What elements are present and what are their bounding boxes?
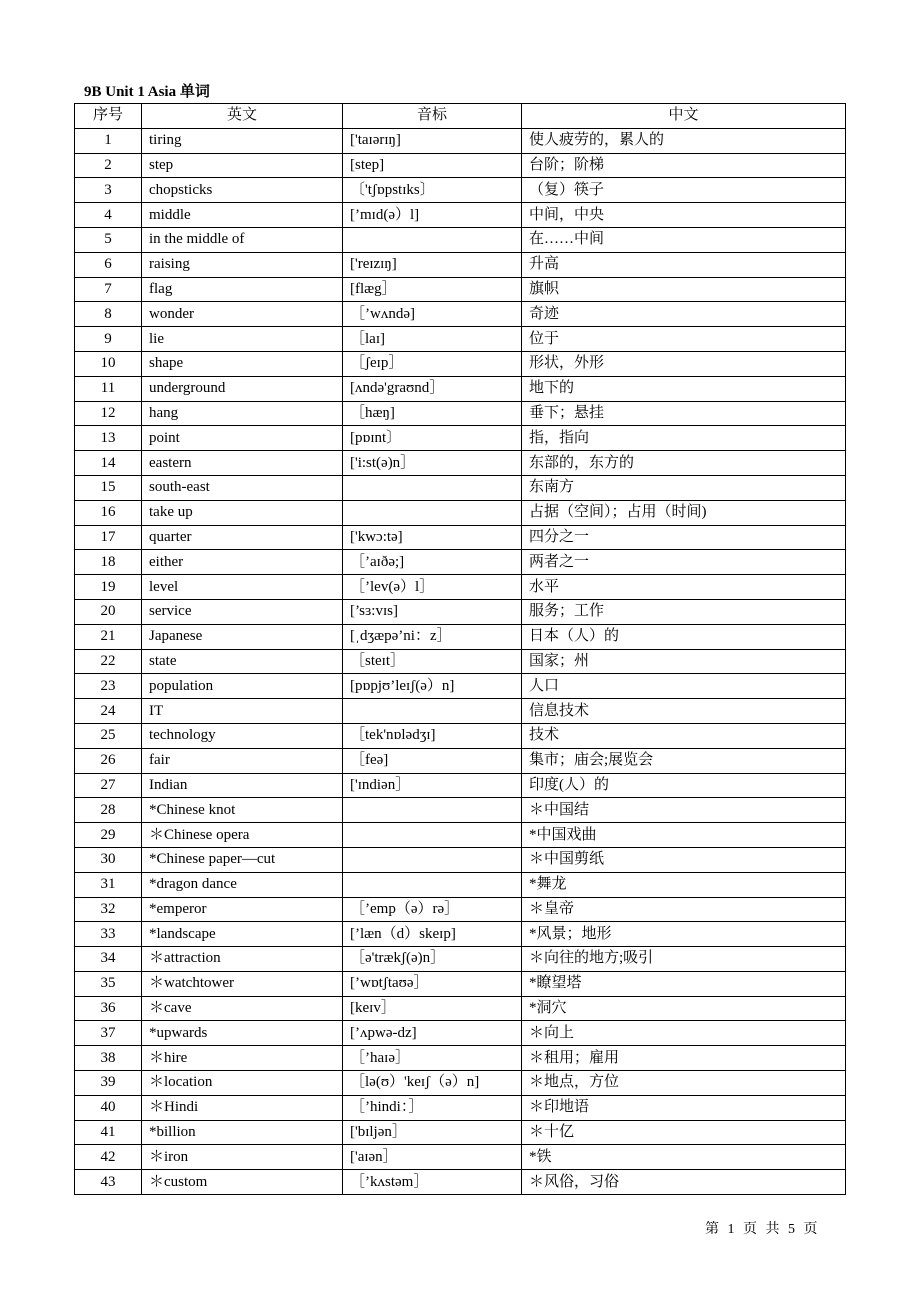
table-row — [75, 996, 846, 1021]
table-row — [75, 599, 846, 624]
row-number: 12 — [75, 401, 142, 426]
phonetic: ［lə(ʊ）'keɪʃ（ə）n] — [343, 1071, 522, 1096]
table-row — [75, 723, 846, 748]
chinese-meaning: *瞭望塔 — [522, 971, 846, 996]
table-row — [75, 1021, 846, 1046]
english-word: either — [142, 550, 343, 575]
row-number: 15 — [75, 475, 142, 500]
chinese-meaning: *中国戏曲 — [522, 823, 846, 848]
row-number: 17 — [75, 525, 142, 550]
header-number: 序号 — [75, 104, 142, 129]
vocabulary-table — [74, 103, 846, 1195]
english-word: Japanese — [142, 624, 343, 649]
row-number: 1 — [75, 128, 142, 153]
row-number: 7 — [75, 277, 142, 302]
row-number: 4 — [75, 203, 142, 228]
phonetic — [343, 823, 522, 848]
chinese-meaning: 中间，中央 — [522, 203, 846, 228]
table-row — [75, 178, 846, 203]
row-number: 28 — [75, 798, 142, 823]
row-number: 22 — [75, 649, 142, 674]
english-word: lie — [142, 327, 343, 352]
english-word: IT — [142, 699, 343, 724]
row-number: 38 — [75, 1046, 142, 1071]
row-number: 35 — [75, 971, 142, 996]
english-word: *emperor — [142, 897, 343, 922]
row-number: 34 — [75, 947, 142, 972]
phonetic: ['ɪndiən］ — [343, 773, 522, 798]
row-number: 42 — [75, 1145, 142, 1170]
english-word: ＊Hindi — [142, 1095, 343, 1120]
chinese-meaning: 形状，外形 — [522, 351, 846, 376]
phonetic: [ʌndə'graʊnd］ — [343, 376, 522, 401]
english-word: ＊iron — [142, 1145, 343, 1170]
phonetic: ［laɪ] — [343, 327, 522, 352]
english-word: quarter — [142, 525, 343, 550]
chinese-meaning: 国家；州 — [522, 649, 846, 674]
english-word: chopsticks — [142, 178, 343, 203]
english-word: *landscape — [142, 922, 343, 947]
english-word: underground — [142, 376, 343, 401]
english-word: population — [142, 674, 343, 699]
table-row — [75, 649, 846, 674]
phonetic: ['kwɔ:tə] — [343, 525, 522, 550]
chinese-meaning: ＊向上 — [522, 1021, 846, 1046]
table-row — [75, 922, 846, 947]
phonetic: ['taɪərɪŋ] — [343, 128, 522, 153]
english-word: tiring — [142, 128, 343, 153]
chinese-meaning: ＊中国结 — [522, 798, 846, 823]
table-row — [75, 327, 846, 352]
row-number: 18 — [75, 550, 142, 575]
row-number: 19 — [75, 575, 142, 600]
phonetic — [343, 500, 522, 525]
phonetic: [’sɜ:vɪs] — [343, 599, 522, 624]
chinese-meaning: 指，指向 — [522, 426, 846, 451]
phonetic: ［’hindi：］ — [343, 1095, 522, 1120]
table-row — [75, 451, 846, 476]
phonetic: [’ʌpwə-dz] — [343, 1021, 522, 1046]
header-chinese: 中文 — [522, 104, 846, 129]
chinese-meaning: *铁 — [522, 1145, 846, 1170]
english-word: Indian — [142, 773, 343, 798]
row-number: 23 — [75, 674, 142, 699]
phonetic: 〔'tʃɒpstɪks〕 — [343, 178, 522, 203]
table-row — [75, 947, 846, 972]
row-number: 32 — [75, 897, 142, 922]
table-row — [75, 624, 846, 649]
chinese-meaning: 人口 — [522, 674, 846, 699]
row-number: 20 — [75, 599, 142, 624]
phonetic: ［’lev(ə）l］ — [343, 575, 522, 600]
chinese-meaning: 四分之一 — [522, 525, 846, 550]
english-word: state — [142, 649, 343, 674]
chinese-meaning: *风景；地形 — [522, 922, 846, 947]
chinese-meaning: 日本（人）的 — [522, 624, 846, 649]
chinese-meaning: ＊向往的地方;吸引 — [522, 947, 846, 972]
chinese-meaning: 旗帜 — [522, 277, 846, 302]
chinese-meaning: *洞穴 — [522, 996, 846, 1021]
table-row — [75, 227, 846, 252]
phonetic: ［feə] — [343, 748, 522, 773]
chinese-meaning: ＊地点，方位 — [522, 1071, 846, 1096]
table-row — [75, 773, 846, 798]
row-number: 9 — [75, 327, 142, 352]
table-row — [75, 252, 846, 277]
chinese-meaning: 占据（空间）；占用（时间) — [522, 500, 846, 525]
chinese-meaning: 东部的，东方的 — [522, 451, 846, 476]
phonetic — [343, 847, 522, 872]
english-word: *upwards — [142, 1021, 343, 1046]
table-row — [75, 872, 846, 897]
row-number: 25 — [75, 723, 142, 748]
english-word: point — [142, 426, 343, 451]
phonetic: [’læn（d）skeɪp] — [343, 922, 522, 947]
page-footer: 第 1 页 共 5 页 — [705, 1222, 818, 1237]
english-word: *dragon dance — [142, 872, 343, 897]
row-number: 13 — [75, 426, 142, 451]
table-row — [75, 426, 846, 451]
chinese-meaning: 垂下；悬挂 — [522, 401, 846, 426]
table-row — [75, 153, 846, 178]
chinese-meaning: *舞龙 — [522, 872, 846, 897]
english-word: technology — [142, 723, 343, 748]
row-number: 33 — [75, 922, 142, 947]
table-row — [75, 500, 846, 525]
header-phonetic: 音标 — [343, 104, 522, 129]
chinese-meaning: 地下的 — [522, 376, 846, 401]
chinese-meaning: ＊皇帝 — [522, 897, 846, 922]
chinese-meaning: 信息技术 — [522, 699, 846, 724]
phonetic — [343, 475, 522, 500]
phonetic: [keɪv］ — [343, 996, 522, 1021]
chinese-meaning: 服务；工作 — [522, 599, 846, 624]
chinese-meaning: （复）筷子 — [522, 178, 846, 203]
phonetic: ［steɪt］ — [343, 649, 522, 674]
table-row — [75, 401, 846, 426]
english-word: hang — [142, 401, 343, 426]
row-number: 39 — [75, 1071, 142, 1096]
chinese-meaning: 集市；庙会;展览会 — [522, 748, 846, 773]
phonetic: [ˌdʒæpə’ni：z］ — [343, 624, 522, 649]
phonetic — [343, 699, 522, 724]
phonetic: ['i:st(ə)n］ — [343, 451, 522, 476]
chinese-meaning: 技术 — [522, 723, 846, 748]
chinese-meaning: 印度(人）的 — [522, 773, 846, 798]
english-word: flag — [142, 277, 343, 302]
row-number: 14 — [75, 451, 142, 476]
table-row — [75, 1095, 846, 1120]
row-number: 27 — [75, 773, 142, 798]
english-word: shape — [142, 351, 343, 376]
chinese-meaning: ＊印地语 — [522, 1095, 846, 1120]
english-word: ＊Chinese opera — [142, 823, 343, 848]
table-row — [75, 798, 846, 823]
table-row — [75, 1120, 846, 1145]
table-row — [75, 971, 846, 996]
english-word: wonder — [142, 302, 343, 327]
english-word: ＊attraction — [142, 947, 343, 972]
row-number: 10 — [75, 351, 142, 376]
table-row — [75, 897, 846, 922]
english-word: ＊watchtower — [142, 971, 343, 996]
table-row — [75, 203, 846, 228]
english-word: ＊custom — [142, 1170, 343, 1195]
phonetic: [pɒpjʊ’leɪʃ(ə）n] — [343, 674, 522, 699]
table-row — [75, 302, 846, 327]
row-number: 36 — [75, 996, 142, 1021]
row-number: 41 — [75, 1120, 142, 1145]
table-row — [75, 575, 846, 600]
chinese-meaning: 两者之一 — [522, 550, 846, 575]
table-row — [75, 847, 846, 872]
table-row — [75, 674, 846, 699]
row-number: 24 — [75, 699, 142, 724]
phonetic: ['bɪljən］ — [343, 1120, 522, 1145]
english-word: take up — [142, 500, 343, 525]
row-number: 6 — [75, 252, 142, 277]
english-word: south-east — [142, 475, 343, 500]
phonetic: ［ə'trækʃ(ə)n］ — [343, 947, 522, 972]
english-word: eastern — [142, 451, 343, 476]
english-word: ＊location — [142, 1071, 343, 1096]
phonetic — [343, 798, 522, 823]
phonetic: ［ʃeɪp］ — [343, 351, 522, 376]
english-word: fair — [142, 748, 343, 773]
table-row — [75, 1170, 846, 1195]
row-number: 11 — [75, 376, 142, 401]
row-number: 5 — [75, 227, 142, 252]
chinese-meaning: 升高 — [522, 252, 846, 277]
table-row — [75, 748, 846, 773]
table-row — [75, 376, 846, 401]
table-row — [75, 475, 846, 500]
table-row — [75, 351, 846, 376]
row-number: 31 — [75, 872, 142, 897]
table-header-row — [75, 104, 846, 129]
table-row — [75, 699, 846, 724]
row-number: 16 — [75, 500, 142, 525]
phonetic: [’wɒtʃtaʊə］ — [343, 971, 522, 996]
row-number: 40 — [75, 1095, 142, 1120]
table-row — [75, 1046, 846, 1071]
phonetic: [’mɪd(ə）l] — [343, 203, 522, 228]
table-row — [75, 550, 846, 575]
phonetic: [step] — [343, 153, 522, 178]
row-number: 2 — [75, 153, 142, 178]
chinese-meaning: 在……中间 — [522, 227, 846, 252]
table-row — [75, 525, 846, 550]
chinese-meaning: 水平 — [522, 575, 846, 600]
chinese-meaning: ＊十亿 — [522, 1120, 846, 1145]
header-english: 英文 — [142, 104, 343, 129]
table-row — [75, 128, 846, 153]
table-row — [75, 1071, 846, 1096]
row-number: 37 — [75, 1021, 142, 1046]
chinese-meaning: 台阶；阶梯 — [522, 153, 846, 178]
phonetic: ［’wʌndə] — [343, 302, 522, 327]
phonetic: ［’kʌstəm］ — [343, 1170, 522, 1195]
chinese-meaning: 位于 — [522, 327, 846, 352]
chinese-meaning: ＊风俗，习俗 — [522, 1170, 846, 1195]
row-number: 30 — [75, 847, 142, 872]
table-body — [75, 128, 846, 1194]
row-number: 43 — [75, 1170, 142, 1195]
phonetic: ［’haɪə］ — [343, 1046, 522, 1071]
row-number: 3 — [75, 178, 142, 203]
english-word: middle — [142, 203, 343, 228]
english-word: ＊cave — [142, 996, 343, 1021]
page-title: 9B Unit 1 Asia 单词 — [84, 84, 210, 100]
phonetic — [343, 872, 522, 897]
table-row — [75, 277, 846, 302]
chinese-meaning: 使人疲劳的，累人的 — [522, 128, 846, 153]
phonetic: ［’aɪðə;] — [343, 550, 522, 575]
row-number: 8 — [75, 302, 142, 327]
english-word: raising — [142, 252, 343, 277]
chinese-meaning: 奇迹 — [522, 302, 846, 327]
english-word: *billion — [142, 1120, 343, 1145]
table-row — [75, 1145, 846, 1170]
phonetic: [flæg］ — [343, 277, 522, 302]
phonetic: ［hæŋ] — [343, 401, 522, 426]
english-word: *Chinese knot — [142, 798, 343, 823]
english-word: service — [142, 599, 343, 624]
english-word: in the middle of — [142, 227, 343, 252]
phonetic: ［tek'nɒlədʒɪ] — [343, 723, 522, 748]
row-number: 29 — [75, 823, 142, 848]
phonetic: ['reɪzɪŋ] — [343, 252, 522, 277]
phonetic — [343, 227, 522, 252]
english-word: level — [142, 575, 343, 600]
row-number: 21 — [75, 624, 142, 649]
table-row — [75, 823, 846, 848]
phonetic: ［’emp（ə）rə］ — [343, 897, 522, 922]
phonetic: ['aɪən］ — [343, 1145, 522, 1170]
english-word: step — [142, 153, 343, 178]
phonetic: [pɒɪnt〕 — [343, 426, 522, 451]
english-word: ＊hire — [142, 1046, 343, 1071]
chinese-meaning: ＊租用；雇用 — [522, 1046, 846, 1071]
row-number: 26 — [75, 748, 142, 773]
chinese-meaning: ＊中国剪纸 — [522, 847, 846, 872]
english-word: *Chinese paper—cut — [142, 847, 343, 872]
chinese-meaning: 东南方 — [522, 475, 846, 500]
